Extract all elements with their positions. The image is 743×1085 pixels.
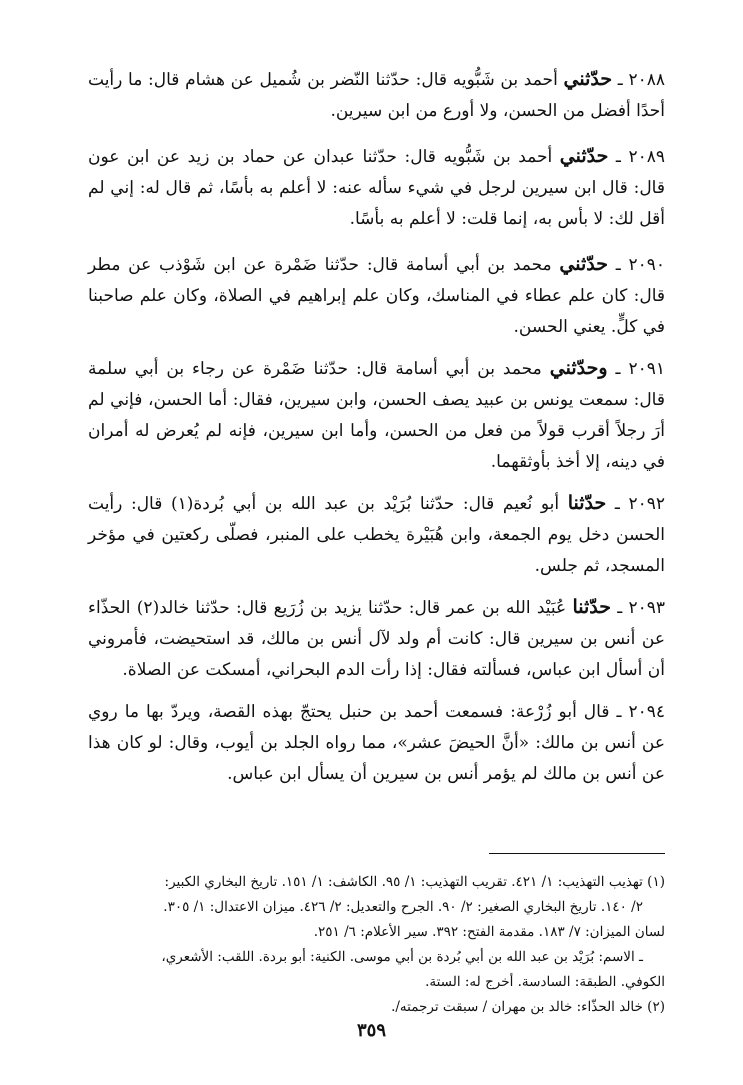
narration-keyword: حدّثني bbox=[559, 253, 608, 275]
hadith-number: ٢٠٩٠ ـ bbox=[615, 255, 665, 275]
footnotes bbox=[88, 870, 665, 1020]
hadith-2090 bbox=[88, 249, 665, 343]
narration-keyword: وحدّثني bbox=[549, 357, 608, 379]
hadith-text: أبو نُعيم قال: حدّثنا بُرَيْد بن عبد الله بن أبي بُردة(١) قال: رأيت الحسن دخل يوم الجمعة، وابن هُبَيْرة يخطب على المنبر، فصلّى ركعتين في مؤخر المسجد، ثم جلس. bbox=[88, 494, 665, 576]
narration-keyword: حدّثنا bbox=[572, 596, 611, 618]
hadith-number: ٢٠٨٨ ـ bbox=[617, 70, 665, 90]
hadith-number: ٢٠٩٣ ـ bbox=[617, 598, 666, 618]
hadith-2094 bbox=[88, 697, 665, 790]
hadith-number: ٢٠٩١ ـ bbox=[615, 359, 665, 379]
narration-keyword: حدّثنا bbox=[567, 492, 607, 514]
footnote-separator bbox=[489, 853, 665, 854]
hadith-text: محمد بن أبي أسامة قال: حدّثنا ضَمْرة عن رجاء بن أبي سلمة قال: سمعت يونس بن عبيد يصف الحسن، وابن سيرين، فقال: أما الحسن، فإني لم أرَ رجلاً أقرب قولاً من فعل من الحسن، وأما ابن سيرين، فإنه لم يُعرض له أمران في دينه، إلا أخذ بأوثقهما. bbox=[88, 359, 665, 472]
hadith-number: ٢٠٨٩ ـ bbox=[615, 147, 665, 167]
hadith-text: قال أبو زُرْعة: فسمعت أحمد بن حنبل يحتجّ بهذه القصة، ويردّ بها ما روي عن أنس بن مالك: «أنَّ الحيضَ عشر»، مما رواه الجلد بن أيوب، وقال: لو كان هذا عن أنس بن مالك لم يؤمر أنس بن سيرين أن يسأل ابن عباس. bbox=[88, 702, 665, 784]
hadith-text: عُبَيْد الله بن عمر قال: حدّثنا يزيد بن زُرَيع قال: حدّثنا خالد(٢) الحذّاء عن أنس بن سيرين قال: كانت أم ولد لآل أنس بن مالك، قد استحيضت، فأمروني أن أسأل ابن عباس، فسألته فقال: إذا رأت الدم البحراني، أمسكت عن الصلاة. bbox=[88, 598, 665, 680]
footnote-1-line-5: الكوفي. الطبقة: السادسة. أخرج له: الستة. bbox=[425, 974, 665, 990]
page-number: ٣٥٩ bbox=[356, 1020, 386, 1041]
hadith-2091 bbox=[88, 353, 665, 478]
hadith-text: أحمد بن شَبُّويه قال: حدّثنا عبدان عن حماد بن زيد عن ابن عون قال: قال ابن سيرين لرجل في شيء سأله عنه: لا أعلم به بأسًا، ثم قال له: إني لم أقل لك: لا بأس به، إنما قلت: لا أعلم به بأسًا. bbox=[88, 147, 665, 229]
footnote-1-line-3: لسان الميزان: ٧/ ١٨٣. مقدمة الفتح: ٣٩٢. سير الأعلام: ٦/ ٢٥١. bbox=[313, 924, 665, 940]
footnote-1-line-4: ـ الاسم: بُرَيْد بن عبد الله بن أبي بُردة بن أبي موسى. الكنية: أبو بردة. اللقب: الأشعري، bbox=[161, 949, 643, 965]
footnote-2: (٢) خالد الحذّاء: خالد بن مهران / سبقت ترجمته/. bbox=[391, 999, 665, 1015]
footnote-1-line-2: ٢/ ١٤٠. تاريخ البخاري الصغير: ٢/ ٩٠. الجرح والتعديل: ٢/ ٤٢٦. ميزان الاعتدال: ١/ ٣٠٥. bbox=[163, 899, 643, 915]
hadith-number: ٢٠٩٤ ـ bbox=[616, 702, 665, 722]
hadith-2092 bbox=[88, 488, 665, 582]
hadith-2089 bbox=[88, 141, 665, 235]
hadith-text: أحمد بن شَبُّويه قال: حدّثنا النّضر بن شُميل عن هشام قال: ما رأيت أحدًا أفضل من الحسن، ولا أورع من ابن سيرين. bbox=[88, 70, 665, 121]
hadith-2093 bbox=[88, 592, 665, 686]
hadith-2088 bbox=[88, 64, 665, 127]
hadith-number: ٢٠٩٢ ـ bbox=[614, 494, 666, 514]
narration-keyword: حدّثني bbox=[559, 145, 609, 167]
footnote-1-line-1: (١) تهذيب التهذيب: ١/ ٤٢١. تقريب التهذيب: ١/ ٩٥. الكاشف: ١/ ١٥١. تاريخ البخاري الكبير: bbox=[164, 874, 665, 890]
hadith-text: محمد بن أبي أسامة قال: حدّثنا ضَمْرة عن ابن شَوْذب عن مطر قال: كان علم عطاء في المناسك، وكان علم إبراهيم في الصلاة، وكان علم صاحبنا في كلٍّ. يعني الحسن. bbox=[88, 255, 665, 337]
narration-keyword: حدّثني bbox=[563, 68, 613, 90]
